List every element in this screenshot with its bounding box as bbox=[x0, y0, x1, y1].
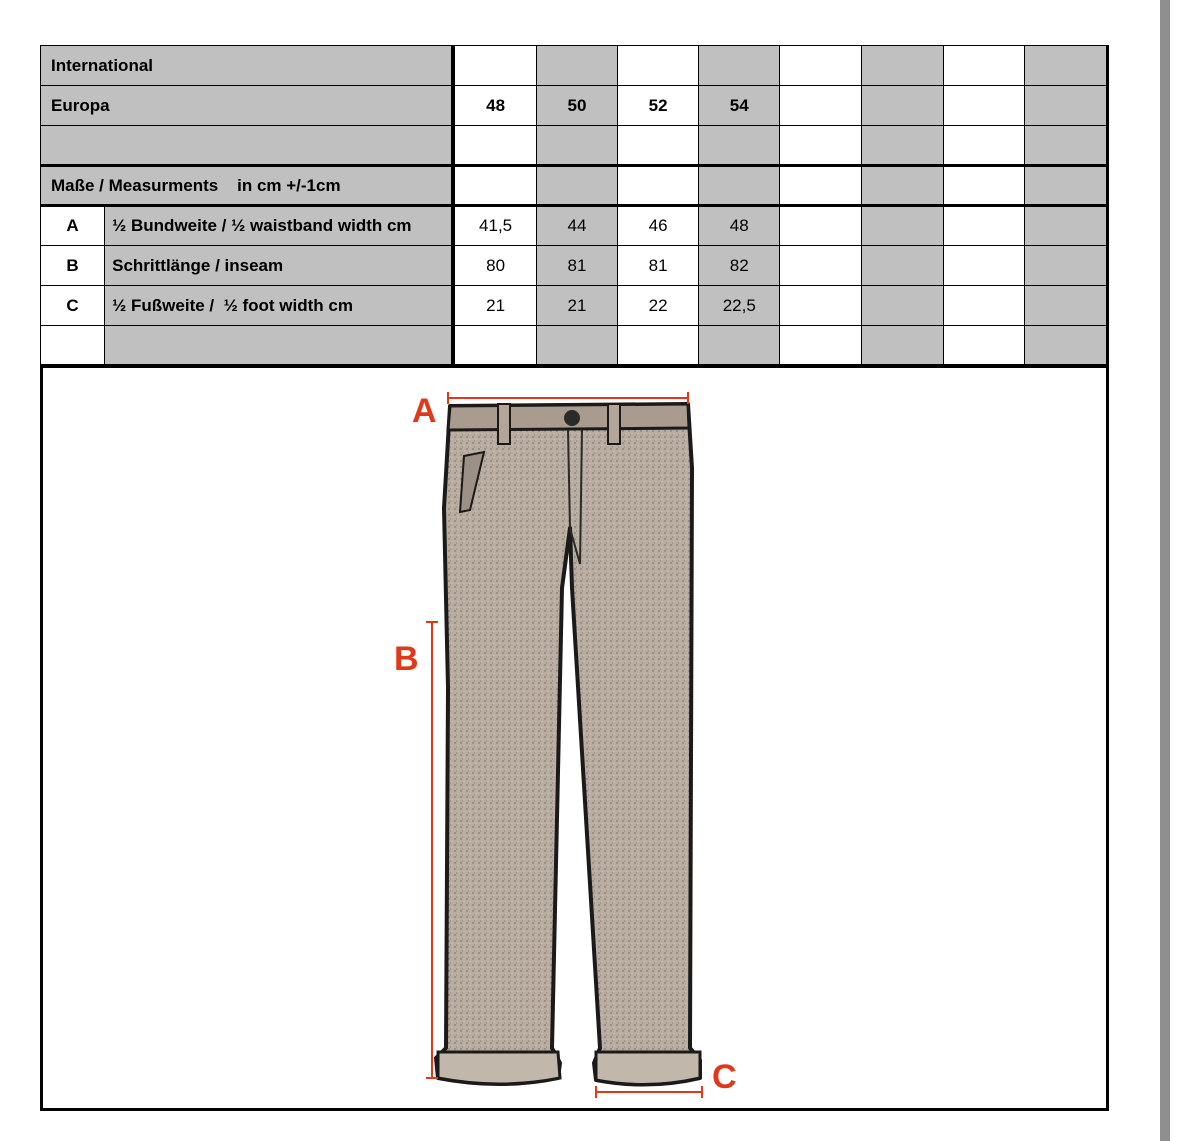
value-cell bbox=[780, 286, 862, 326]
cell bbox=[1024, 46, 1106, 86]
cuff-left bbox=[438, 1052, 560, 1084]
cell bbox=[453, 166, 536, 206]
value-cell bbox=[1024, 286, 1106, 326]
cell bbox=[780, 166, 862, 206]
value-cell bbox=[862, 246, 943, 286]
measure-letter: C bbox=[41, 286, 105, 326]
row-europa bbox=[41, 86, 1107, 126]
cuff-right bbox=[596, 1052, 700, 1085]
size-cell: 50 bbox=[536, 86, 617, 126]
size-cell bbox=[862, 86, 943, 126]
marker-b-label: B bbox=[394, 640, 419, 678]
value-cell: 22 bbox=[618, 286, 699, 326]
measure-description: ½ Fußweite / ½ foot width cm bbox=[105, 286, 454, 326]
pants-illustration bbox=[394, 388, 740, 1103]
cell bbox=[536, 166, 617, 206]
cell bbox=[1024, 166, 1106, 206]
europa-label: Europa bbox=[41, 86, 454, 126]
row-measurements-header bbox=[41, 166, 1107, 206]
size-cell: 54 bbox=[699, 86, 780, 126]
button bbox=[564, 410, 580, 426]
cell bbox=[699, 166, 780, 206]
row-a bbox=[41, 206, 1107, 246]
cell bbox=[536, 46, 617, 86]
cell bbox=[1024, 326, 1106, 366]
marker-a-label: A bbox=[412, 392, 437, 430]
value-cell: 21 bbox=[536, 286, 617, 326]
size-cell bbox=[1024, 86, 1106, 126]
cell bbox=[862, 46, 943, 86]
size-cell bbox=[943, 86, 1024, 126]
cell bbox=[618, 326, 699, 366]
measure-description: ½ Bundweite / ½ waistband width cm bbox=[105, 206, 454, 246]
cell bbox=[618, 126, 699, 166]
measure-letter: B bbox=[41, 246, 105, 286]
value-cell: 81 bbox=[536, 246, 617, 286]
cell bbox=[536, 326, 617, 366]
cell bbox=[699, 126, 780, 166]
cell bbox=[780, 46, 862, 86]
cell bbox=[618, 46, 699, 86]
cell bbox=[618, 166, 699, 206]
value-cell: 46 bbox=[618, 206, 699, 246]
international-label: International bbox=[41, 46, 454, 86]
cell bbox=[453, 46, 536, 86]
row-international bbox=[41, 46, 1107, 86]
belt-loop bbox=[608, 404, 620, 444]
value-cell bbox=[943, 206, 1024, 246]
row-empty bbox=[41, 326, 1107, 366]
pants-body bbox=[436, 404, 700, 1085]
cell bbox=[780, 126, 862, 166]
cell bbox=[862, 326, 943, 366]
marker-c-label: C bbox=[712, 1058, 737, 1096]
value-cell bbox=[1024, 246, 1106, 286]
cell bbox=[943, 126, 1024, 166]
value-cell bbox=[1024, 206, 1106, 246]
measurements-label: Maße / Measurments in cm +/-1cm bbox=[41, 166, 454, 206]
cell bbox=[699, 326, 780, 366]
value-cell: 22,5 bbox=[699, 286, 780, 326]
cell bbox=[453, 126, 536, 166]
cell bbox=[943, 166, 1024, 206]
value-cell: 44 bbox=[536, 206, 617, 246]
value-cell bbox=[780, 246, 862, 286]
cell bbox=[536, 126, 617, 166]
size-cell bbox=[780, 86, 862, 126]
value-cell bbox=[862, 286, 943, 326]
cell bbox=[1024, 126, 1106, 166]
blank-label-cell bbox=[41, 126, 454, 166]
value-cell: 48 bbox=[699, 206, 780, 246]
size-cell: 48 bbox=[453, 86, 536, 126]
cell bbox=[453, 326, 536, 366]
cell bbox=[943, 326, 1024, 366]
value-cell: 41,5 bbox=[453, 206, 536, 246]
value-cell bbox=[943, 246, 1024, 286]
cell bbox=[780, 326, 862, 366]
value-cell bbox=[780, 206, 862, 246]
row-c bbox=[41, 286, 1107, 326]
measure-description: Schrittlänge / inseam bbox=[105, 246, 454, 286]
value-cell: 21 bbox=[453, 286, 536, 326]
cell bbox=[41, 326, 105, 366]
value-cell: 81 bbox=[618, 246, 699, 286]
cell bbox=[699, 46, 780, 86]
size-cell: 52 bbox=[618, 86, 699, 126]
row-blank bbox=[41, 126, 1107, 166]
cell bbox=[943, 46, 1024, 86]
value-cell bbox=[943, 286, 1024, 326]
value-cell bbox=[862, 206, 943, 246]
cell bbox=[862, 166, 943, 206]
row-b bbox=[41, 246, 1107, 286]
cell bbox=[862, 126, 943, 166]
measure-letter: A bbox=[41, 206, 105, 246]
value-cell: 82 bbox=[699, 246, 780, 286]
size-table bbox=[40, 45, 1107, 368]
cell bbox=[105, 326, 454, 366]
belt-loop bbox=[498, 404, 510, 444]
value-cell: 80 bbox=[453, 246, 536, 286]
scrollbar[interactable] bbox=[1160, 0, 1170, 1141]
